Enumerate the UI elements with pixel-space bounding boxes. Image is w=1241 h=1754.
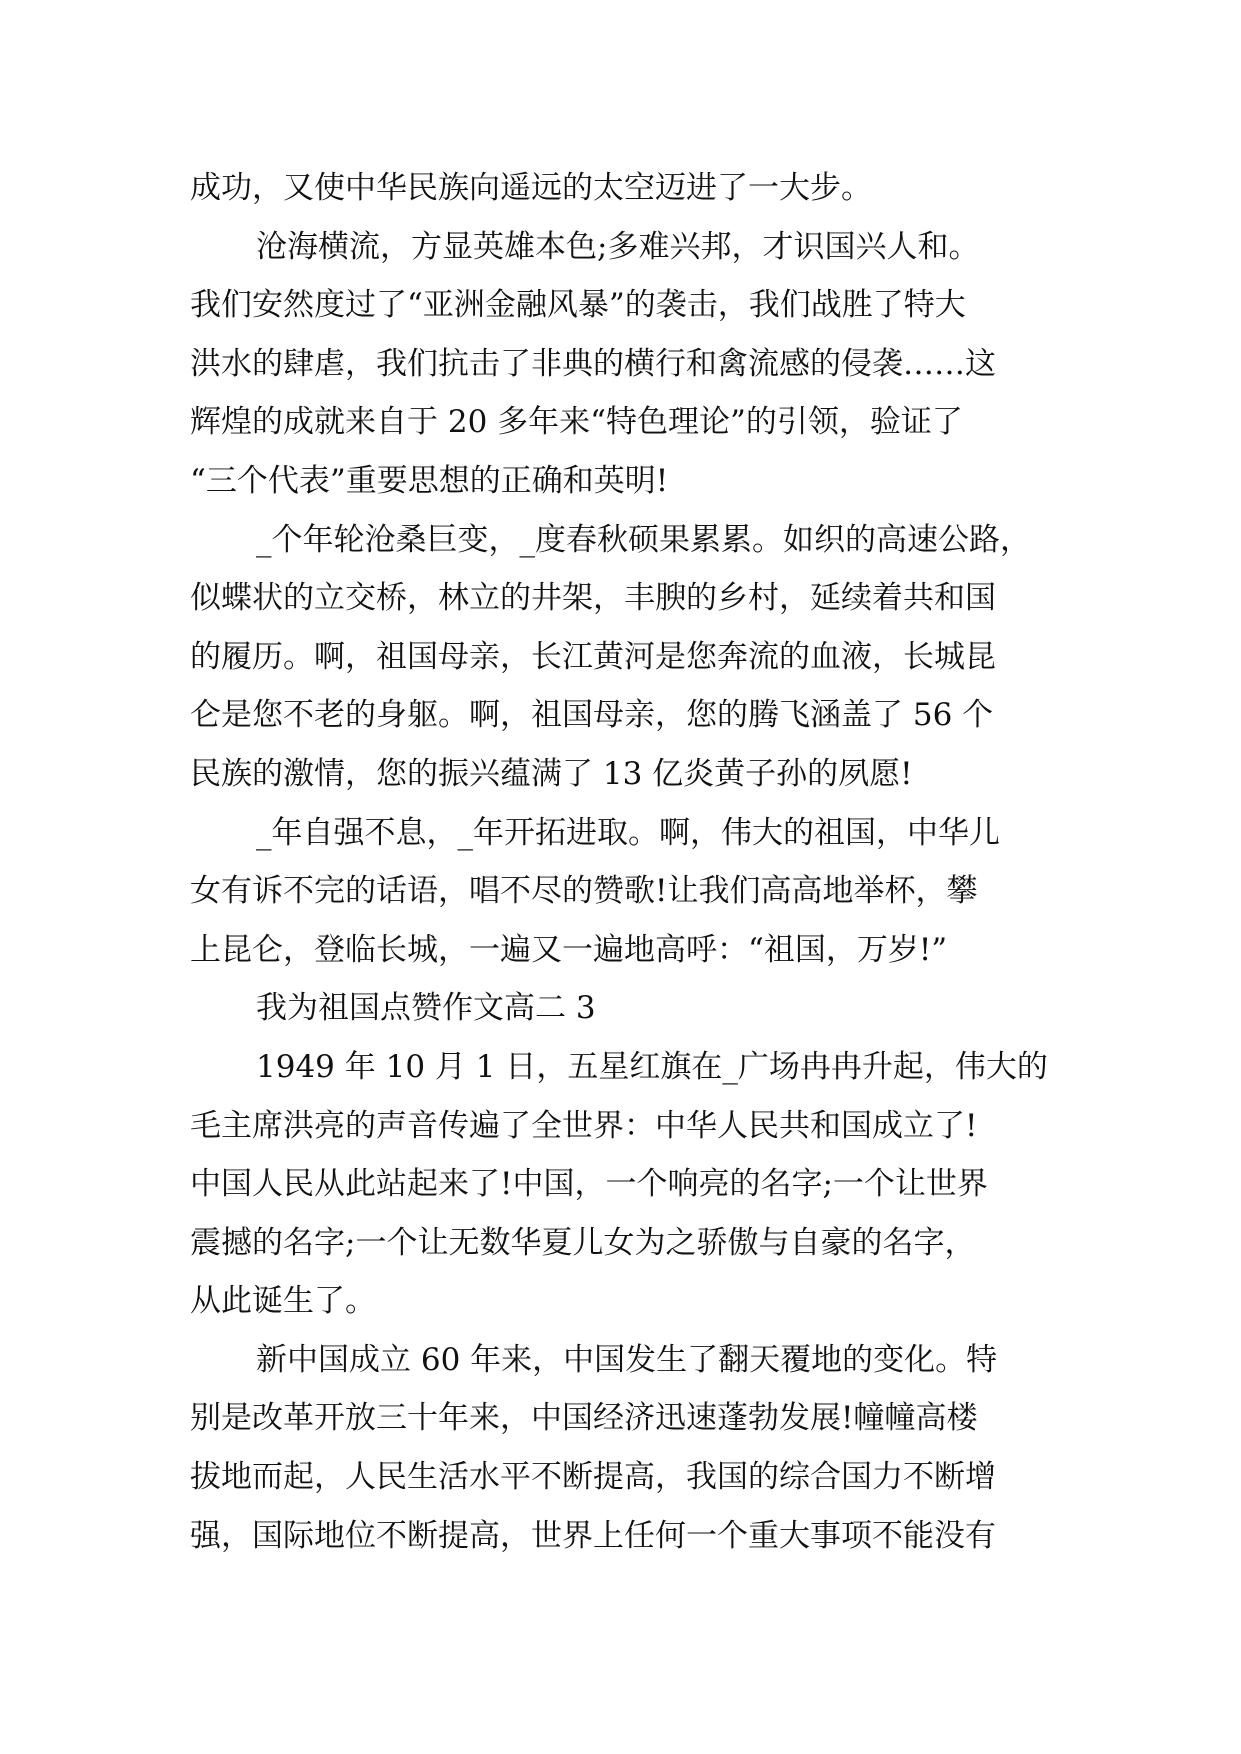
text-line: _个年轮沧桑巨变，_度春秋硕果累累。如织的高速公路，: [256, 521, 1031, 558]
text-line: 震撼的名字;一个让无数华夏儿女为之骄傲与自豪的名字，: [190, 1224, 976, 1261]
text-line: 成功，又使中华民族向遥远的太空迈进了一大步。: [190, 170, 872, 206]
text-line: 我为祖国点赞作文高二 3: [256, 990, 596, 1027]
text-line: _年自强不息，_年开拓进取。啊，伟大的祖国，中华儿: [256, 814, 1000, 851]
text-line: 洪水的肆虐，我们抗击了非典的横行和禽流感的侵袭……这: [190, 345, 996, 382]
text-line: 我们安然度过了“亚洲金融风暴”的袭击，我们战胜了特大: [190, 287, 966, 324]
text-line: 沧海横流，方显英雄本色;多难兴邦，才识国兴人和。: [256, 228, 980, 265]
text-line: 强，国际地位不断提高，世界上任何一个重大事项不能没有: [190, 1517, 996, 1554]
text-line: 别是改革开放三十年来，中国经济迅速蓬勃发展!幢幢高楼: [190, 1400, 978, 1437]
text-line: 中国人民从此站起来了!中国，一个响亮的名字;一个让世界: [190, 1166, 988, 1203]
text-line: 似蝶状的立交桥，林立的井架，丰腴的乡村，延续着共和国: [190, 580, 996, 617]
text-line: 的履历。啊，祖国母亲，长江黄河是您奔流的血液，长城昆: [190, 638, 996, 675]
essay-text: [190, 159, 1070, 1565]
text-line: 仑是您不老的身躯。啊，祖国母亲，您的腾飞涵盖了 56 个: [190, 697, 994, 734]
text-line: 女有诉不完的话语，唱不尽的赞歌!让我们高高地举杯，攀: [190, 873, 978, 910]
text-line: 拔地而起，人民生活水平不断提高，我国的综合国力不断增: [190, 1459, 996, 1496]
text-line: 辉煌的成就来自于 20 多年来“特色理论”的引领，验证了: [190, 404, 963, 441]
text-line: 毛主席洪亮的声音传遍了全世界：中华人民共和国成立了!: [190, 1107, 978, 1144]
text-line: 新中国成立 60 年来，中国发生了翻天覆地的变化。特: [256, 1341, 998, 1378]
text-line: 1949 年 10 月 1 日，五星红旗在_广场冉冉升起，伟大的: [256, 1048, 1048, 1085]
text-line: 民族的激情，您的振兴蕴满了 13 亿炎黄子孙的夙愿!: [190, 755, 913, 792]
text-line: 从此诞生了。: [190, 1283, 376, 1320]
text-line: “三个代表”重要思想的正确和英明!: [190, 462, 669, 499]
text-line: 上昆仑，登临长城，一遍又一遍地高呼：“祖国，万岁!”: [190, 931, 948, 968]
